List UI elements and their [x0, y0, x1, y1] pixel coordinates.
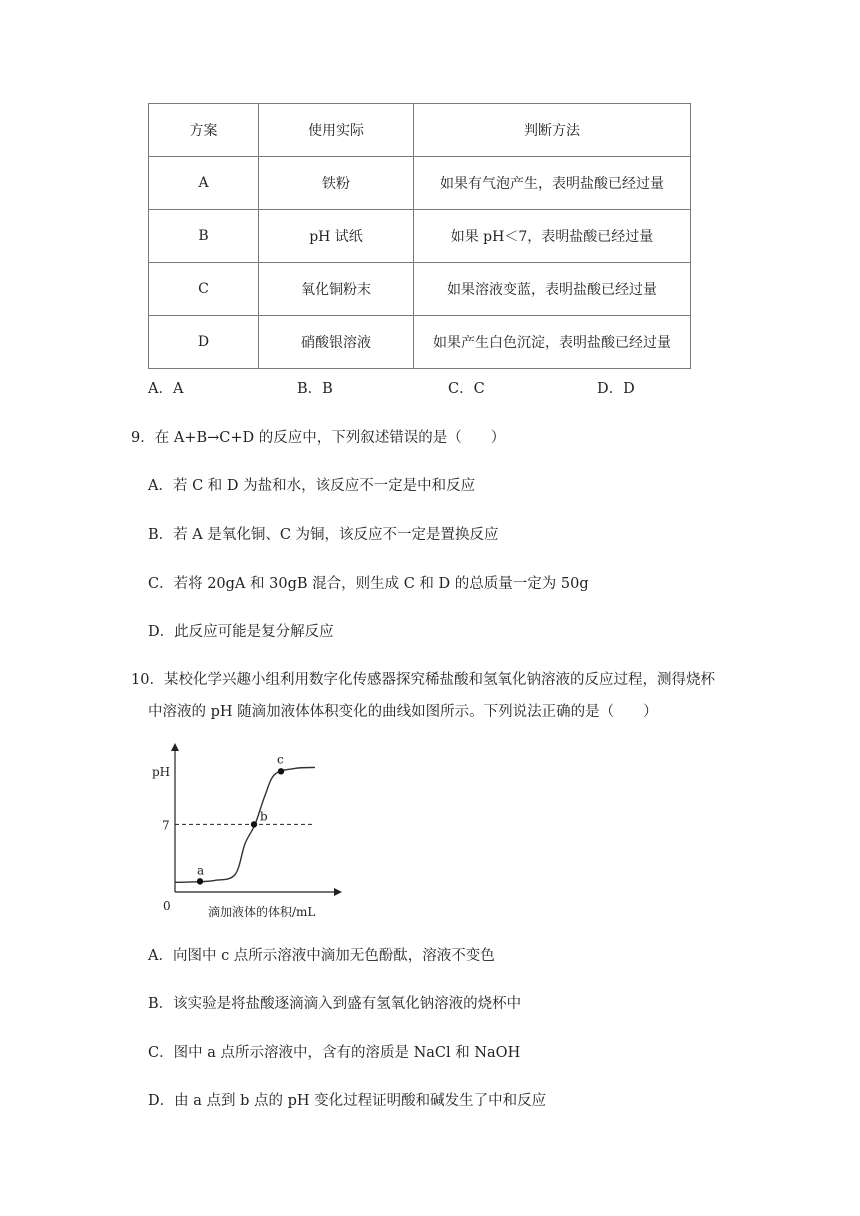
table-row [149, 316, 691, 369]
point-c [278, 768, 284, 774]
y-tick-label-7: 7 [162, 818, 170, 833]
point-label-b: b [260, 809, 268, 824]
scheme-table [148, 103, 691, 369]
table-cell: D [149, 316, 259, 369]
table-cell: 铁粉 [259, 157, 414, 210]
table-row [149, 157, 691, 210]
table-cell: 硝酸银溶液 [259, 316, 414, 369]
table-cell: 如果产生白色沉淀，表明盐酸已经过量 [414, 316, 691, 369]
origin-label: 0 [163, 899, 171, 913]
q10-option-a[interactable]: A．向图中 c 点所示溶液中滴加无色酚酞，溶液不变色 [148, 948, 495, 964]
table-cell: 如果有气泡产生，表明盐酸已经过量 [414, 157, 691, 210]
q9-option-b[interactable]: B．若 A 是氧化铜、C 为铜，该反应不一定是置换反应 [148, 527, 499, 543]
table-cell: pH 试纸 [259, 210, 414, 263]
table-row [149, 263, 691, 316]
point-label-c: c [277, 752, 284, 767]
header-cell: 判断方法 [414, 104, 691, 157]
q8-option-c[interactable]: C．C [448, 381, 485, 397]
y-axis-arrow [171, 743, 179, 751]
q10-stem-line-2: 中溶液的 pH 随滴加液体体积变化的曲线如图所示。下列说法正确的是（ ） [148, 704, 658, 720]
header-cell: 方案 [149, 104, 259, 157]
q10-stem-line-1: 10．某校化学兴趣小组利用数字化传感器探究稀盐酸和氢氧化钠溶液的反应过程，测得烧杯 [131, 672, 715, 688]
q9-option-a[interactable]: A．若 C 和 D 为盐和水，该反应不一定是中和反应 [148, 478, 476, 494]
point-b [251, 821, 257, 827]
table-header-row [149, 104, 691, 157]
table-row [149, 210, 691, 263]
q8-option-a[interactable]: A．A [148, 381, 184, 397]
q8-option-b[interactable]: B．B [297, 381, 333, 397]
table-cell: A [149, 157, 259, 210]
q10-option-c[interactable]: C．图中 a 点所示溶液中，含有的溶质是 NaCl 和 NaOH [148, 1045, 521, 1061]
table-cell: C [149, 263, 259, 316]
y-axis-label: pH [152, 765, 171, 779]
table-cell: 如果溶液变蓝，表明盐酸已经过量 [414, 263, 691, 316]
header-cell: 使用实际 [259, 104, 414, 157]
x-axis-label: 滴加液体的体积/mL [208, 905, 316, 919]
x-axis-arrow [334, 888, 342, 896]
table-cell: B [149, 210, 259, 263]
table-cell: 如果 pH＜7，表明盐酸已经过量 [414, 210, 691, 263]
table-cell: 氧化铜粉末 [259, 263, 414, 316]
q10-option-d[interactable]: D．由 a 点到 b 点的 pH 变化过程证明酸和碱发生了中和反应 [148, 1093, 547, 1109]
q9-option-c[interactable]: C．若将 20gA 和 30gB 混合，则生成 C 和 D 的总质量一定为 50g [148, 576, 589, 592]
q9-option-d[interactable]: D．此反应可能是复分解反应 [148, 624, 334, 640]
q10-option-b[interactable]: B．该实验是将盐酸逐滴滴入到盛有氢氧化钠溶液的烧杯中 [148, 996, 522, 1012]
q8-option-d[interactable]: D．D [597, 381, 635, 397]
ph-chart [150, 735, 350, 925]
point-label-a: a [197, 863, 205, 878]
q9-stem: 9．在 A+B→C+D 的反应中，下列叙述错误的是（ ） [131, 430, 506, 446]
point-a [197, 878, 203, 884]
